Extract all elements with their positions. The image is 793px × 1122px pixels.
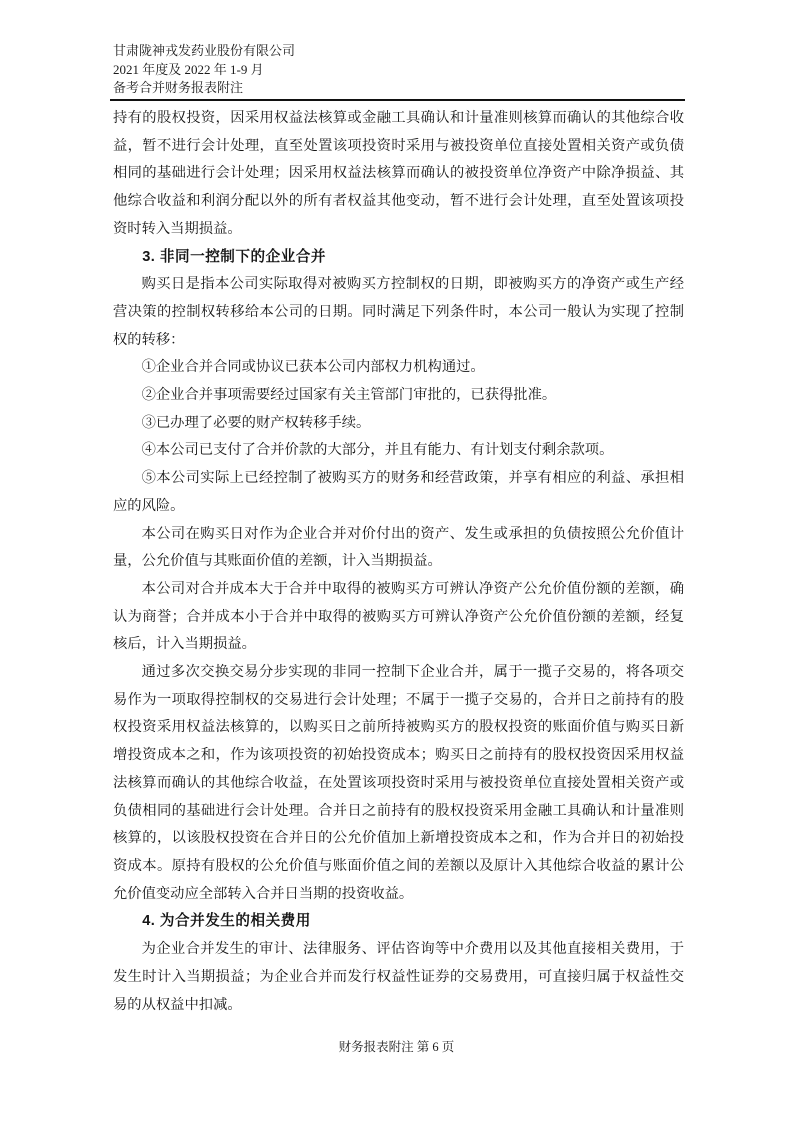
list-item-2: ②企业合并事项需要经过国家有关主管部门审批的，已获得批准。 [141,387,557,404]
list-item-5: ⑤本公司实际上已经控制了被购买方的财务和经营政策，并享有相应的利益、承担相应的风险。 [113,470,684,514]
header-divider [110,99,685,101]
list-item-1: ①企业合并合同或协议已获本公司内部权力机构通过。 [141,359,485,376]
footer-page-label: 财务报表附注 第 6 页 [338,1040,455,1054]
list-item-3: ③已办理了必要的财产权转移手续。 [141,414,371,431]
paragraph: 通过多次交换交易分步实现的非同一控制下企业合并，属于一揽子交易的，将各项交易作为一项取得控制权的交易进行会计处理；不属于一揽子交易的，合并日之前持有的股权投资采用权益法核算的，以购买日之前所持被购买方的股权投资的账面价值与购买日新增投资成本之和，作为该项投资的初始投资成本；购买日之前持有的股权投资因采用权益法核算而确认的其他综合收益，在处置该项投资时采用与被投资单位直接处置相关资产或负债相同的基础进行会计处理。合并日之前持有的股权投资采用金融工具确认和计量准则核算的，以该股权投资在合并日的公允价值加上新增投资成本之和，作为合并日的初始投资成本。原持有股权的公允价值与账面价值之间的差额以及原计入其他综合收益的累计公允价值变动应全部转入合并日当期的投资收益。 [113,664,684,902]
paragraph: 本公司在购买日对作为企业合并对价付出的资产、发生或承担的负债按照公允价值计量，公允价值与其账面价值的差额，计入当期损益。 [113,525,684,570]
page-footer [0,1037,793,1055]
paragraph: 持有的股权投资，因采用权益法核算或金融工具确认和计量准则核算而确认的其他综合收益，暂不进行会计处理，直至处置该项投资时采用与被投资单位直接处置相关资产或负债相同的基础进行会计处理；因采用权益法核算而确认的被投资单位净资产中除净损益、其他综合收益和利润分配以外的所有者权益其他变动，暂不进行会计处理，直至处置该项投资时转入当期损益。 [113,110,684,237]
document-body [113,105,684,1019]
page-header [113,42,688,98]
header-document-title: 备考合并财务报表附注 [113,80,244,95]
section-heading-3: 3. 非同一控制下的企业合并 [142,248,326,265]
header-company-name: 甘肃陇神戎发药业股份有限公司 [113,43,296,58]
header-report-period: 2021 年度及 2022 年 1-9 月 [113,61,264,77]
paragraph: 本公司对合并成本大于合并中取得的被购买方可辨认净资产公允价值份额的差额，确认为商誉；合并成本小于合并中取得的被购买方可辨认净资产公允价值份额的差额，经复核后，计入当期损益。 [113,580,684,653]
section-heading-4: 4. 为合并发生的相关费用 [142,913,311,930]
list-item-4: ④本公司已支付了合并价款的大部分，并且有能力、有计划支付剩余款项。 [141,442,614,459]
paragraph: 为企业合并发生的审计、法律服务、评估咨询等中介费用以及其他直接相关费用，于发生时计入当期损益；为企业合并而发行权益性证券的交易费用，可直接归属于权益性交易的从权益中扣减。 [113,941,684,1013]
paragraph: 购买日是指本公司实际取得对被购买方控制权的日期，即被购买方的净资产或生产经营决策的控制权转移给本公司的日期。同时满足下列条件时，本公司一般认为实现了控制权的转移： [113,276,684,348]
